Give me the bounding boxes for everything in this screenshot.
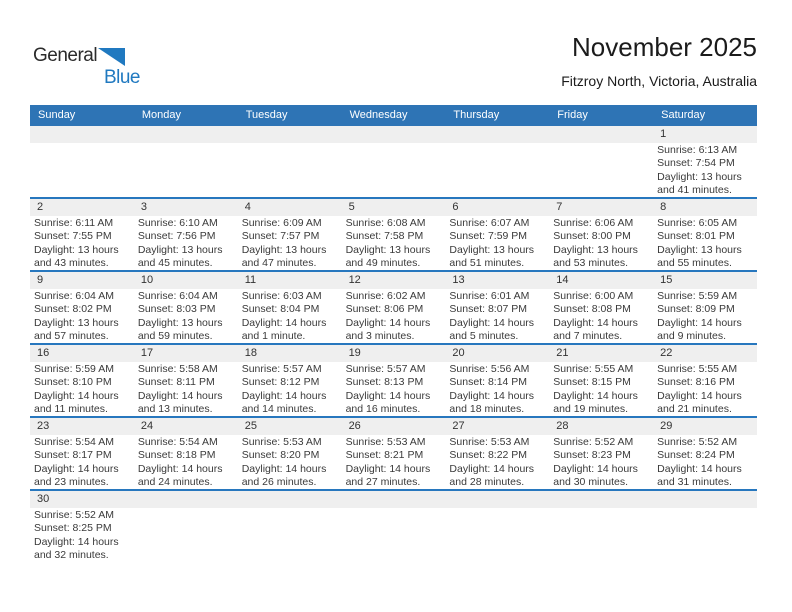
day-info-line: Sunset: 7:57 PM [241, 230, 320, 243]
day-cell [342, 345, 446, 416]
day-info [549, 216, 653, 270]
day-info-line: Sunrise: 5:54 AM [137, 436, 218, 448]
week-row [30, 345, 757, 418]
day-info-line: Sunrise: 5:57 AM [345, 363, 426, 375]
day-cell [445, 491, 549, 562]
day-cell [342, 199, 446, 270]
week-row [30, 272, 757, 345]
day-info-line: and 28 minutes. [449, 476, 525, 489]
day-info [445, 289, 549, 343]
day-number: 11 [238, 272, 342, 289]
day-info-line: and 21 minutes. [657, 403, 732, 416]
day-info-line: Sunrise: 5:57 AM [241, 363, 322, 375]
day-info-line: and 1 minute. [241, 330, 306, 343]
day-number: 16 [30, 345, 134, 362]
day-info-line: Sunset: 8:08 PM [553, 303, 631, 316]
day-info-line: Sunset: 8:03 PM [137, 303, 216, 316]
day-info-line: Sunset: 8:09 PM [657, 303, 735, 316]
day-info-line: Sunrise: 6:05 AM [657, 217, 738, 229]
day-number [238, 491, 342, 508]
day-info [342, 362, 446, 416]
day-number: 30 [30, 491, 134, 508]
day-info-line: Daylight: 13 hours [34, 316, 119, 329]
day-info [30, 216, 134, 270]
day-info-line: Sunset: 8:20 PM [241, 449, 320, 462]
day-number: 18 [238, 345, 342, 362]
week-row [30, 199, 757, 272]
day-info-line: Daylight: 14 hours [345, 389, 431, 402]
day-info-line: Sunrise: 6:06 AM [553, 217, 634, 229]
day-info-line: Daylight: 14 hours [657, 462, 742, 475]
general-blue-logo [33, 46, 143, 86]
day-info-line: Sunrise: 5:53 AM [449, 436, 530, 448]
day-info-line: and 23 minutes. [34, 476, 109, 489]
day-number: 27 [445, 418, 549, 435]
day-info [342, 508, 446, 509]
day-info-line: Sunrise: 6:01 AM [449, 290, 530, 302]
day-info-line: Daylight: 13 hours [449, 243, 535, 256]
day-cell [445, 272, 549, 343]
day-cell [342, 126, 446, 197]
day-cell [653, 418, 757, 489]
day-info [134, 216, 238, 270]
day-cell [549, 345, 653, 416]
day-cell [342, 418, 446, 489]
week-row [30, 418, 757, 491]
day-info-line: Sunrise: 5:52 AM [34, 509, 114, 521]
day-info-line: Daylight: 14 hours [345, 462, 431, 475]
day-number [549, 491, 653, 508]
day-info-line: Daylight: 14 hours [241, 316, 327, 329]
day-info-line: Sunset: 8:02 PM [34, 303, 112, 316]
day-info-line: and 57 minutes. [34, 330, 109, 343]
day-number: 21 [549, 345, 653, 362]
day-cell [30, 418, 134, 489]
day-cell [238, 272, 342, 343]
day-info [549, 289, 653, 343]
day-info [134, 289, 238, 343]
title-block [561, 30, 757, 89]
day-info-line: Sunrise: 5:55 AM [657, 363, 738, 375]
day-info [653, 143, 757, 197]
day-cell [30, 272, 134, 343]
day-number: 25 [238, 418, 342, 435]
day-number [134, 126, 238, 143]
day-cell [238, 491, 342, 562]
day-info-line: Daylight: 13 hours [345, 243, 431, 256]
day-info [653, 435, 757, 489]
day-info-line: Sunrise: 6:07 AM [449, 217, 530, 229]
day-number [238, 126, 342, 143]
day-number: 1 [653, 126, 757, 143]
day-info-line: Sunrise: 6:04 AM [137, 290, 218, 302]
day-info-line: Sunset: 7:55 PM [34, 230, 112, 243]
day-cell [653, 345, 757, 416]
day-number [342, 126, 446, 143]
day-info [30, 435, 134, 489]
day-info-line: Sunset: 8:23 PM [553, 449, 631, 462]
day-info-line: Sunset: 8:10 PM [34, 376, 112, 389]
weekday-header-cell: Saturday [661, 109, 706, 121]
day-info-line: Sunset: 8:25 PM [34, 522, 112, 535]
day-info-line: Sunset: 7:58 PM [345, 230, 424, 243]
day-info-line: Sunset: 8:21 PM [345, 449, 424, 462]
day-info [342, 435, 446, 489]
day-info-line: Sunrise: 6:09 AM [241, 217, 322, 229]
day-number: 8 [653, 199, 757, 216]
day-info-line: Sunset: 8:00 PM [553, 230, 631, 243]
day-number [653, 491, 757, 508]
day-info [549, 362, 653, 416]
day-info-line: Sunrise: 6:04 AM [34, 290, 114, 302]
day-info-line: and 24 minutes. [137, 476, 213, 489]
day-info-line: Sunset: 7:56 PM [137, 230, 216, 243]
day-info-line: Daylight: 13 hours [241, 243, 327, 256]
day-info-line: Daylight: 14 hours [34, 462, 119, 475]
day-info-line: Sunset: 8:14 PM [449, 376, 528, 389]
day-info-line: Sunrise: 5:53 AM [241, 436, 322, 448]
day-info [445, 216, 549, 270]
day-info-line: and 26 minutes. [241, 476, 317, 489]
day-info-line: and 49 minutes. [345, 257, 421, 270]
weeks-container [30, 126, 757, 562]
day-cell [342, 272, 446, 343]
day-info-line: and 5 minutes. [449, 330, 519, 343]
day-info-line: Sunset: 8:24 PM [657, 449, 735, 462]
day-info [653, 289, 757, 343]
day-info-line: Daylight: 14 hours [241, 389, 327, 402]
day-info-line: and 13 minutes. [137, 403, 213, 416]
day-info [342, 143, 446, 144]
day-cell [445, 345, 549, 416]
day-number: 24 [134, 418, 238, 435]
day-info-line: Sunrise: 6:08 AM [345, 217, 426, 229]
day-info-line: Sunset: 8:01 PM [657, 230, 735, 243]
day-info-line: and 45 minutes. [137, 257, 213, 270]
day-cell [30, 345, 134, 416]
day-number: 23 [30, 418, 134, 435]
day-info [445, 362, 549, 416]
day-number: 15 [653, 272, 757, 289]
day-number: 12 [342, 272, 446, 289]
day-number: 26 [342, 418, 446, 435]
day-info-line: Sunrise: 5:52 AM [657, 436, 738, 448]
day-info-line: Sunrise: 5:58 AM [137, 363, 218, 375]
day-info-line: Sunset: 7:54 PM [657, 157, 735, 170]
day-info-line: Daylight: 14 hours [657, 316, 742, 329]
day-number: 13 [445, 272, 549, 289]
day-info-line: Sunset: 8:17 PM [34, 449, 112, 462]
day-info-line: Daylight: 13 hours [34, 243, 119, 256]
day-cell [549, 418, 653, 489]
day-info-line: and 11 minutes. [34, 403, 108, 416]
day-info-line: Sunrise: 6:03 AM [241, 290, 322, 302]
day-info-line: Daylight: 14 hours [345, 316, 431, 329]
day-info-line: Sunset: 8:12 PM [241, 376, 320, 389]
weekday-header-cell: Sunday [38, 109, 76, 121]
day-number: 5 [342, 199, 446, 216]
day-info-line: Daylight: 14 hours [449, 316, 535, 329]
day-cell [30, 491, 134, 562]
day-cell [549, 126, 653, 197]
weekday-header-cell: Thursday [453, 109, 500, 121]
day-info-line: Sunrise: 5:59 AM [657, 290, 738, 302]
day-number [549, 126, 653, 143]
day-info-line: Sunset: 8:16 PM [657, 376, 735, 389]
day-cell [653, 491, 757, 562]
day-cell [238, 199, 342, 270]
day-number: 14 [549, 272, 653, 289]
day-info-line: Daylight: 14 hours [34, 535, 119, 548]
day-info [238, 216, 342, 270]
page-subtitle: Fitzroy North, Victoria, Australia [561, 73, 757, 89]
day-info-line: Sunrise: 6:11 AM [34, 217, 114, 229]
day-number [445, 491, 549, 508]
day-cell [549, 272, 653, 343]
day-info-line: Sunset: 8:11 PM [137, 376, 215, 389]
day-number: 19 [342, 345, 446, 362]
weekday-header-cell: Monday [141, 109, 181, 121]
day-info [342, 216, 446, 270]
day-number: 29 [653, 418, 757, 435]
day-info-line: Daylight: 13 hours [137, 316, 223, 329]
week-row [30, 126, 757, 199]
day-cell [342, 491, 446, 562]
day-info [653, 216, 757, 270]
day-info-line: Sunset: 7:59 PM [449, 230, 528, 243]
day-info-line: and 16 minutes. [345, 403, 421, 416]
day-cell [549, 491, 653, 562]
day-cell [134, 491, 238, 562]
day-info-line: Daylight: 14 hours [553, 389, 638, 402]
day-info-line: Sunset: 8:06 PM [345, 303, 424, 316]
day-info-line: Sunrise: 6:10 AM [137, 217, 218, 229]
day-number [342, 491, 446, 508]
day-info [30, 143, 134, 144]
day-info-line: Sunrise: 5:59 AM [34, 363, 114, 375]
logo-word-general: General [33, 45, 98, 66]
day-info-line: and 30 minutes. [553, 476, 628, 489]
day-info [445, 143, 549, 144]
day-info-line: Daylight: 14 hours [449, 462, 535, 475]
week-row [30, 491, 757, 562]
day-number: 6 [445, 199, 549, 216]
day-number: 2 [30, 199, 134, 216]
day-info-line: and 51 minutes. [449, 257, 525, 270]
day-info [653, 508, 757, 509]
day-info-line: and 59 minutes. [137, 330, 213, 343]
day-info [342, 289, 446, 343]
day-info-line: Daylight: 14 hours [137, 389, 223, 402]
day-info [549, 435, 653, 489]
day-info [134, 143, 238, 144]
day-cell [134, 418, 238, 489]
day-info-line: and 7 minutes. [553, 330, 623, 343]
day-info [134, 435, 238, 489]
day-number [30, 126, 134, 143]
day-cell [653, 199, 757, 270]
day-number: 7 [549, 199, 653, 216]
day-info-line: and 55 minutes. [657, 257, 732, 270]
day-info-line: Daylight: 14 hours [241, 462, 327, 475]
day-number: 4 [238, 199, 342, 216]
day-info-line: Sunrise: 5:55 AM [553, 363, 634, 375]
day-info [238, 143, 342, 144]
day-info-line: Sunset: 8:18 PM [137, 449, 216, 462]
day-info [134, 508, 238, 509]
day-info-line: Sunset: 8:13 PM [345, 376, 424, 389]
day-info-line: Daylight: 13 hours [553, 243, 638, 256]
day-info [238, 362, 342, 416]
day-number: 22 [653, 345, 757, 362]
day-info-line: and 14 minutes. [241, 403, 317, 416]
day-cell [653, 126, 757, 197]
day-cell [549, 199, 653, 270]
day-info-line: Sunset: 8:22 PM [449, 449, 528, 462]
weekday-header-cell: Wednesday [349, 109, 408, 121]
day-info-line: Sunset: 8:07 PM [449, 303, 528, 316]
day-info-line: Daylight: 14 hours [137, 462, 223, 475]
day-info-line: Sunrise: 6:13 AM [657, 144, 738, 156]
day-info-line: Daylight: 14 hours [553, 462, 638, 475]
day-number [445, 126, 549, 143]
weekday-header-row [30, 105, 757, 126]
day-info-line: Sunset: 8:15 PM [553, 376, 631, 389]
day-info [653, 362, 757, 416]
day-cell [134, 126, 238, 197]
day-cell [445, 126, 549, 197]
day-info [30, 289, 134, 343]
day-number: 10 [134, 272, 238, 289]
day-cell [238, 418, 342, 489]
day-info-line: Daylight: 14 hours [34, 389, 119, 402]
day-info [238, 435, 342, 489]
day-number: 3 [134, 199, 238, 216]
day-info-line: and 41 minutes. [657, 184, 732, 197]
weekday-header-cell: Tuesday [245, 109, 288, 121]
day-info [238, 508, 342, 509]
day-info-line: and 53 minutes. [553, 257, 628, 270]
day-info-line: Daylight: 13 hours [657, 243, 742, 256]
day-cell [30, 126, 134, 197]
day-info-line: and 47 minutes. [241, 257, 317, 270]
day-cell [445, 199, 549, 270]
day-info-line: Sunrise: 5:53 AM [345, 436, 426, 448]
day-info-line: Daylight: 14 hours [553, 316, 638, 329]
day-info [549, 508, 653, 509]
day-info-line: and 9 minutes. [657, 330, 727, 343]
day-info [549, 143, 653, 144]
day-info-line: and 27 minutes. [345, 476, 421, 489]
day-info-line: Sunrise: 6:00 AM [553, 290, 634, 302]
day-info-line: and 18 minutes. [449, 403, 525, 416]
day-cell [134, 272, 238, 343]
day-info-line: and 31 minutes. [657, 476, 732, 489]
day-info-line: Sunrise: 5:56 AM [449, 363, 530, 375]
day-info-line: Daylight: 14 hours [449, 389, 535, 402]
day-info-line: Daylight: 13 hours [657, 170, 742, 183]
day-number: 17 [134, 345, 238, 362]
day-cell [30, 199, 134, 270]
day-info-line: and 32 minutes. [34, 549, 109, 562]
day-info [445, 508, 549, 509]
day-number [134, 491, 238, 508]
day-cell [238, 345, 342, 416]
day-info-line: Daylight: 13 hours [137, 243, 223, 256]
day-cell [653, 272, 757, 343]
day-number: 9 [30, 272, 134, 289]
day-info-line: Sunrise: 6:02 AM [345, 290, 426, 302]
day-number: 28 [549, 418, 653, 435]
day-info-line: Daylight: 14 hours [657, 389, 742, 402]
day-info [134, 362, 238, 416]
day-info-line: Sunrise: 5:52 AM [553, 436, 634, 448]
day-cell [134, 199, 238, 270]
day-cell [134, 345, 238, 416]
day-info [30, 362, 134, 416]
day-info-line: and 43 minutes. [34, 257, 109, 270]
weekday-header-cell: Friday [557, 109, 588, 121]
day-info [238, 289, 342, 343]
day-info-line: and 19 minutes. [553, 403, 628, 416]
day-cell [445, 418, 549, 489]
day-info [445, 435, 549, 489]
day-info [30, 508, 134, 562]
page-title: November 2025 [572, 32, 757, 62]
day-info-line: Sunset: 8:04 PM [241, 303, 320, 316]
day-cell [238, 126, 342, 197]
calendar-grid [30, 105, 757, 562]
logo-word-blue: Blue [103, 67, 140, 88]
day-info-line: and 3 minutes. [345, 330, 415, 343]
day-info-line: Sunrise: 5:54 AM [34, 436, 114, 448]
day-number: 20 [445, 345, 549, 362]
